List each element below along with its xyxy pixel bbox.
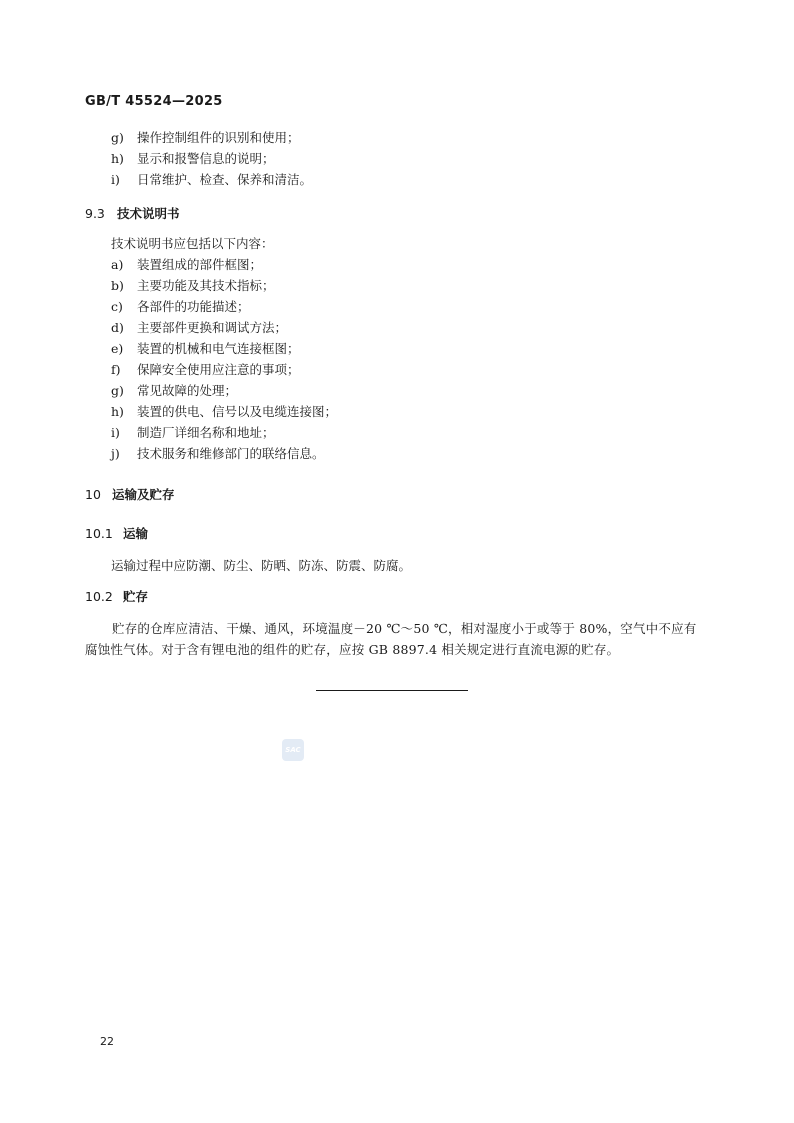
list-item: [111, 278, 275, 294]
list-text: 显示和报警信息的说明；: [137, 151, 275, 166]
list-item: [111, 341, 300, 357]
section-heading-10-2: [85, 589, 148, 605]
list-marker: g): [111, 130, 124, 145]
page-number: 22: [100, 1035, 114, 1048]
list-item: [111, 151, 275, 167]
list-marker: e): [111, 341, 124, 356]
list-text: 日常维护、检查、保养和清洁。: [137, 172, 313, 187]
list-text: 保障安全使用应注意的事项；: [137, 362, 300, 377]
list-item: [111, 257, 262, 273]
list-marker: d): [111, 320, 124, 335]
list-item: [111, 172, 312, 188]
section-heading-10: [85, 487, 175, 503]
list-item: [111, 299, 250, 315]
section-title: 运输: [123, 526, 149, 541]
list-item: [111, 383, 237, 399]
list-marker: j): [111, 446, 120, 461]
list-text: 制造厂详细名称和地址；: [137, 425, 275, 440]
list-text: 常见故障的处理；: [137, 383, 238, 398]
list-marker: a): [111, 257, 124, 272]
standard-number: GB/T 45524—2025: [85, 94, 223, 109]
section-title: 贮存: [123, 589, 149, 604]
list-marker: h): [111, 151, 124, 166]
list-text: 主要功能及其技术指标；: [137, 278, 275, 293]
section-heading-9-3: [85, 206, 180, 222]
section-body: 贮存的仓库应清洁、干燥、通风，环境温度－20 ℃～50 ℃，相对湿度小于或等于 80%，空气中不应有腐蚀性气体。对于含有锂电池的组件的贮存，应按 GB 8897.4 相关规定进行直流电源的贮存。: [85, 621, 697, 657]
list-item: [111, 425, 275, 441]
section-number: 10.2: [85, 589, 113, 604]
list-text: 装置的机械和电气连接框图；: [137, 341, 300, 356]
section-intro: 技术说明书应包括以下内容：: [111, 236, 274, 251]
sac-watermark-logo: SAC: [282, 739, 304, 761]
list-text: 操作控制组件的识别和使用；: [137, 130, 300, 145]
list-marker: f): [111, 362, 121, 377]
list-text: 各部件的功能描述；: [137, 299, 250, 314]
list-item: [111, 446, 325, 462]
section-number: 10.1: [85, 526, 113, 541]
list-text: 装置的供电、信号以及电缆连接图；: [137, 404, 338, 419]
list-text: 技术服务和维修部门的联络信息。: [137, 446, 325, 461]
list-marker: g): [111, 383, 124, 398]
end-of-document-rule: [316, 690, 468, 691]
list-item: [111, 404, 337, 420]
section-body: 运输过程中应防潮、防尘、防晒、防冻、防震、防腐。: [111, 558, 412, 573]
list-item: [111, 130, 300, 146]
list-item: [111, 362, 300, 378]
list-item: [111, 320, 287, 336]
list-marker: h): [111, 404, 124, 419]
list-marker: c): [111, 299, 123, 314]
list-marker: b): [111, 278, 124, 293]
section-number: 9.3: [85, 206, 105, 221]
section-title: 技术说明书: [117, 206, 180, 221]
section-number: 10: [85, 487, 101, 502]
list-text: 装置组成的部件框图；: [137, 257, 263, 272]
list-text: 主要部件更换和调试方法；: [137, 320, 288, 335]
list-marker: i): [111, 425, 120, 440]
section-title: 运输及贮存: [112, 487, 175, 502]
list-marker: i): [111, 172, 120, 187]
section-heading-10-1: [85, 526, 148, 542]
